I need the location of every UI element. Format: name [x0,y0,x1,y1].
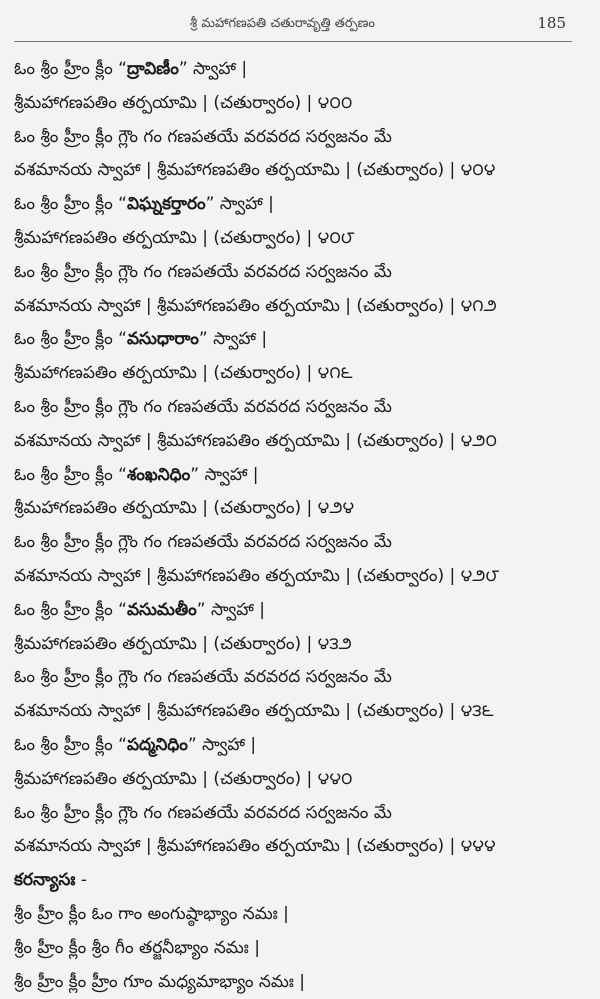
text-line [14,729,584,763]
text-line [14,661,584,695]
line-text-tail: - [75,870,87,891]
bold-term: శంఖనిధిం [126,464,191,485]
bold-term: కరన్యాసః [14,870,76,891]
line-text: ఓం శ్రీం హ్రీం క్లీం గ్లౌం గం గణపతయే వరవరద సర్వజనం మే [14,261,392,282]
text-line [14,121,584,155]
text-line [14,459,584,493]
text-line [14,425,584,459]
bold-term: పద్మనిధిం [126,734,188,755]
text-line [14,898,584,932]
line-text: ఓం శ్రీం హ్రీం క్లీం గ్లౌం గం గణపతయే వరవరద సర్వజనం మే [14,667,392,688]
bold-term: విఘ్నకర్తారం [126,194,206,215]
line-text: ఓం శ్రీం హ్రీం క్లీం “ [14,599,127,620]
text-line [14,323,584,357]
line-text: శ్రీమహాగణపతిం తర్పయామి | (చతుర్వారం) | ౪౨౪ [14,498,355,519]
line-text: శ్రీం హ్రీం క్లీం శ్రీం గీం తర్జనీభ్యాం నమః | [14,937,260,958]
line-text: వశమానయ స్వాహా | శ్రీమహాగణపతిం తర్పయామి | (చతుర్వారం) | ౪౩౬ [14,701,494,722]
line-text: వశమానయ స్వాహా | శ్రీమహాగణపతిం తర్పయామి | (చతుర్వారం) | ౪౦౪ [14,160,496,181]
line-text-tail: ” స్వాహా | [187,734,257,755]
text-line [14,932,584,966]
text-line [14,560,584,594]
line-text: ఓం శ్రీం హ్రీం క్లీం “ [14,59,127,79]
line-text: ఓం శ్రీం హ్రీం క్లీం “ [14,464,127,485]
text-line [14,830,584,864]
header-rule [14,41,572,42]
text-line [14,357,584,391]
bold-term: వసుమతీం [126,599,197,620]
line-text-tail: ” స్వాహా | [178,59,248,79]
text-line [14,391,584,425]
line-text: వశమానయ స్వాహా | శ్రీమహాగణపతిం తర్పయామి | (చతుర్వారం) | ౪౧౨ [14,295,497,316]
text-line [14,628,584,662]
line-text: ఓం శ్రీం హ్రీం క్లీం “ [14,329,127,350]
line-text-tail: ” స్వాహా | [190,464,259,485]
text-line [14,87,584,121]
line-text: శ్రీమహాగణపతిం తర్పయామి | (చతుర్వారం) | ౪౧౬ [14,363,353,384]
text-line [14,695,584,729]
bold-term: ద్రావిణీం [126,59,179,79]
text-line [14,222,584,256]
line-text: ఓం శ్రీం హ్రీం క్లీం గ్లౌం గం గణపతయే వరవరద సర్వజనం మే [14,126,392,147]
text-line [14,53,584,87]
page-number: 185 [537,14,566,32]
text-line [14,492,584,526]
body-text [14,53,584,999]
line-text-tail: ” స్వాహా | [205,194,274,215]
line-text: శ్రీం హ్రీం క్లీం ఓం గాం అంగుష్ఠాభ్యాం నమః | [14,903,289,924]
line-text: శ్రీమహాగణపతిం తర్పయామి | (చతుర్వారం) | ౪౦౮ [14,227,355,248]
running-title: శ్రీ మహాగణపతి చతురావృత్తి తర్పణం [190,16,375,31]
page-header [0,0,600,42]
text-line [14,594,584,628]
line-text: శ్రీమహాగణపతిం తర్పయామి | (చతుర్వారం) | ౪౦౦ [14,92,353,113]
line-text: ఓం శ్రీం హ్రీం క్లీం “ [14,734,127,755]
line-text: వశమానయ స్వాహా | శ్రీమహాగణపతిం తర్పయామి | (చతుర్వారం) | ౪౨౦ [14,430,497,451]
text-line [14,966,584,999]
bold-term: వసుధారాం [126,329,199,350]
line-text: వశమానయ స్వాహా | శ్రీమహాగణపతిం తర్పయామి | (చతుర్వారం) | ౪౨౮ [14,565,500,586]
line-text: శ్రీం హ్రీం క్లీం హ్రీం గూం మధ్యమాభ్యాం నమః | [14,971,306,992]
line-text: ఓం శ్రీం హ్రీం క్లీం గ్లౌం గం గణపతయే వరవరద సర్వజనం మే [14,396,392,417]
line-text: శ్రీమహాగణపతిం తర్పయామి | (చతుర్వారం) | ౪౩౨ [14,633,352,654]
line-text-tail: ” స్వాహా | [198,329,268,350]
text-line [14,290,584,324]
line-text: ఓం శ్రీం హ్రీం క్లీం గ్లౌం గం గణపతయే వరవరద సర్వజనం మే [14,802,392,823]
text-line [14,864,584,898]
text-line [14,256,584,290]
text-line [14,763,584,797]
line-text: ఓం శ్రీం హ్రీం క్లీం గ్లౌం గం గణపతయే వరవరద సర్వజనం మే [14,532,392,553]
text-line [14,526,584,560]
line-text: ఓం శ్రీం హ్రీం క్లీం “ [14,194,127,215]
line-text: వశమానయ స్వాహా | శ్రీమహాగణపతిం తర్పయామి | (చతుర్వారం) | ౪౪౪ [14,836,496,857]
text-line [14,797,584,831]
line-text-tail: ” స్వాహా | [196,599,265,620]
line-text: శ్రీమహాగణపతిం తర్పయామి | (చతుర్వారం) | ౪౪౦ [14,768,353,789]
text-line [14,188,584,222]
text-line [14,154,584,188]
